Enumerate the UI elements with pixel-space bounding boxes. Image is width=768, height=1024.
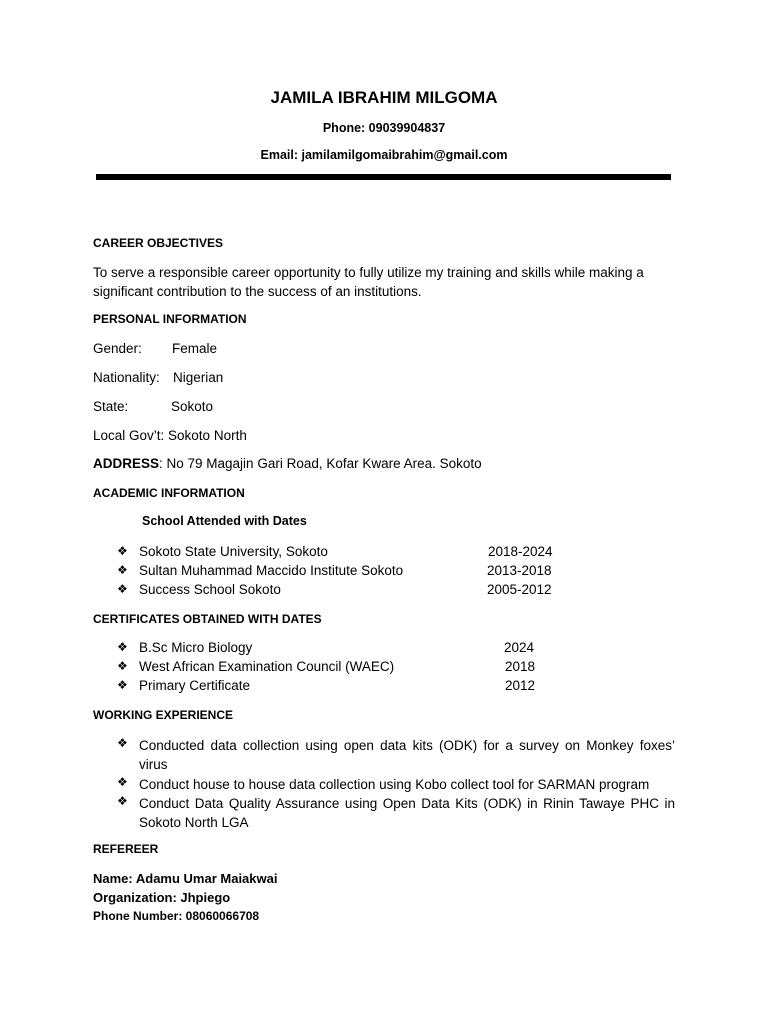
state-label: State: [93,399,129,414]
career-objectives-text: To serve a responsible career opportunity to fully utilize my training and skills while making a significant contribution to the success of an institutions. [93,265,644,299]
school-name: Sultan Muhammad Maccido Institute Sokoto [139,563,404,578]
experience-item: Conduct house to house data collection using Kobo collect tool for SARMAN program [139,777,650,792]
bullet-icon: ❖ [117,582,128,596]
working-experience-heading: WORKING EXPERIENCE [93,708,234,722]
address-line [93,456,482,471]
address-label: ADDRESS [93,456,160,471]
nationality-value: Nigerian [173,370,224,385]
bullet-icon: ❖ [117,736,128,750]
gender-label: Gender: [93,341,142,356]
career-objectives-heading: CAREER OBJECTIVES [93,236,224,250]
header-email: Email: jamilamilgomaibrahim@gmail.com [260,148,508,162]
bullet-icon: ❖ [117,775,128,789]
bullet-icon: ❖ [117,563,128,577]
referee-organization: Organization: Jhpiego [93,890,231,905]
header-divider [96,174,671,180]
bullet-icon: ❖ [117,794,128,808]
certificate-name: West African Examination Council (WAEC) [139,659,395,674]
gender-value: Female [172,341,218,356]
experience-item: Conduct Data Quality Assurance using Open Data Kits (ODK) in Rinin Tawaye PHC in Sokoto North LGA [139,796,675,830]
candidate-name: JAMILA IBRAHIM MILGOMA [270,88,498,107]
bullet-icon: ❖ [117,678,128,692]
certificate-name: B.Sc Micro Biology [139,640,253,655]
local-government: Local Gov’t: Sokoto North [93,428,247,443]
bullet-icon: ❖ [117,659,128,673]
address-value: : No 79 Magajin Gari Road, Kofar Kware Area. Sokoto [159,456,482,471]
referee-heading: REFEREER [93,842,159,856]
bullet-icon: ❖ [117,544,128,558]
certificate-year: 2018 [505,659,536,674]
bullet-icon: ❖ [117,640,128,654]
academic-information-heading: ACADEMIC INFORMATION [93,486,245,500]
header-phone: Phone: 09039904837 [322,121,446,135]
certificate-year: 2012 [505,678,536,693]
personal-information-heading: PERSONAL INFORMATION [93,312,247,326]
school-dates: 2013-2018 [487,563,552,578]
school-dates: 2018-2024 [488,544,553,559]
state-value: Sokoto [171,399,214,414]
referee-name: Name: Adamu Umar Maiakwai [93,871,278,886]
school-name: Success School Sokoto [139,582,281,597]
experience-item: Conducted data collection using open data kits (ODK) for a survey on Monkey foxes’ virus [139,738,675,772]
certificates-heading: CERTIFICATES OBTAINED WITH DATES [93,612,322,626]
certificate-year: 2024 [504,640,535,655]
schools-subheading: School Attended with Dates [142,514,307,528]
school-dates: 2005-2012 [487,582,552,597]
nationality-label: Nationality: [93,370,160,385]
certificate-name: Primary Certificate [139,678,251,693]
school-name: Sokoto State University, Sokoto [139,544,328,559]
referee-phone: Phone Number: 08060066708 [93,909,260,923]
